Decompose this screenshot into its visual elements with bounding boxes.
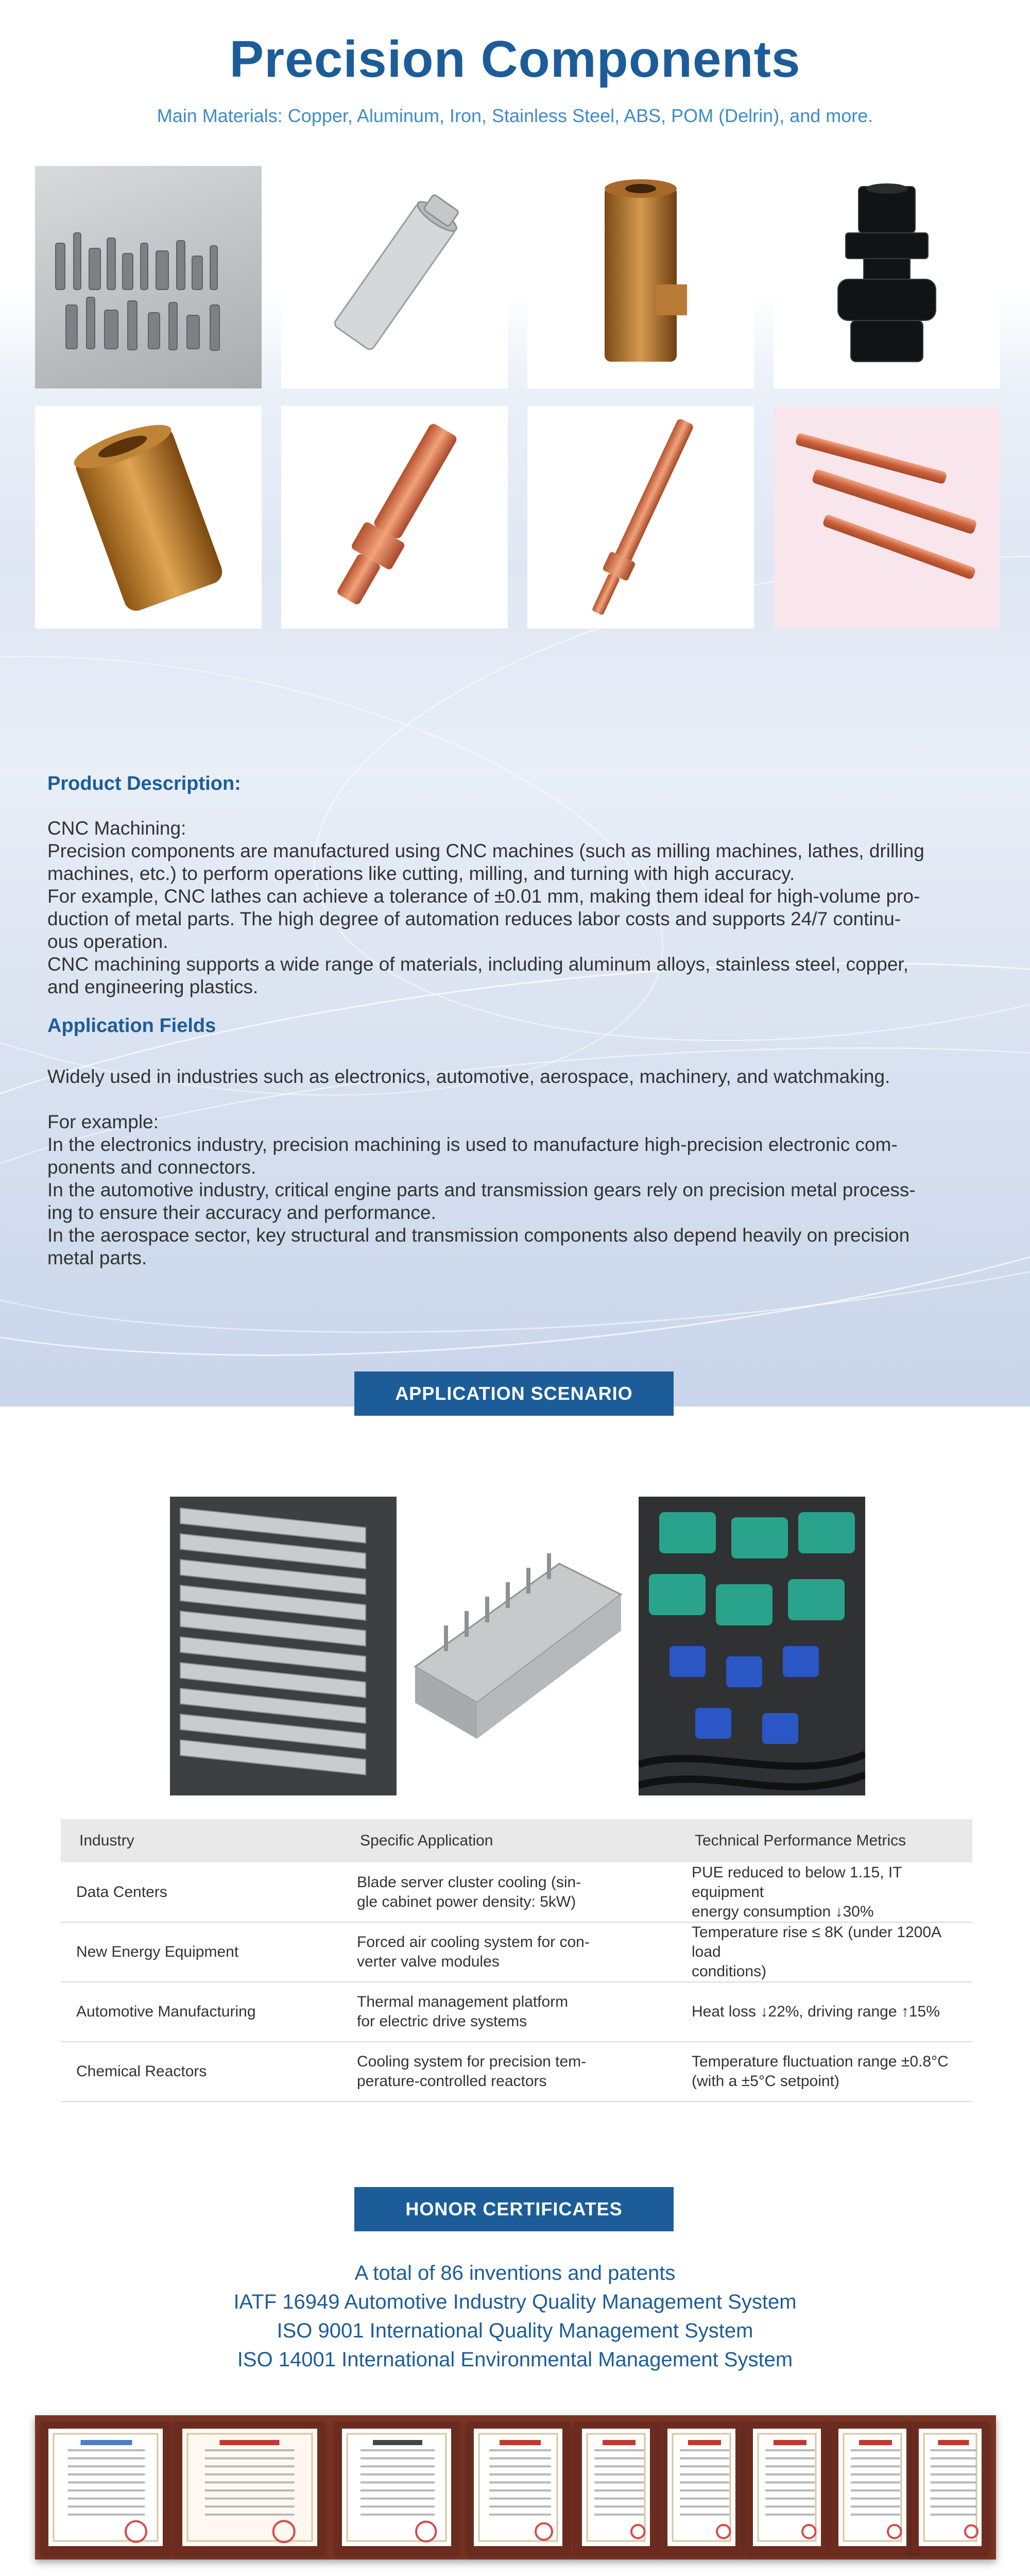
certificate-frame <box>746 2421 828 2553</box>
description-line: ous operation. <box>47 931 168 952</box>
description-line: CNC Machining: <box>47 818 186 839</box>
table-cell: Temperature fluctuation range ±0.8°C (with a ±5°C setpoint) <box>676 2042 972 2102</box>
description-line: For example, CNC lathes can achieve a tolerance of ±0.01 mm, making them ideal for high-volume pro- <box>47 886 920 907</box>
description-line: duction of metal parts. The high degree of automation reduces labor costs and supports 24/7 continu- <box>47 908 901 929</box>
table-cell: Data Centers <box>61 1862 341 1922</box>
table-cell: Forced air cooling system for con- verter valve modules <box>341 1922 676 1982</box>
description-line: Precision components are manufactured using CNC machines (such as milling machines, lathes, drilling <box>47 840 924 861</box>
honor-line: IATF 16949 Automotive Industry Quality Management System <box>233 2291 797 2313</box>
description-line: CNC machining supports a wide range of materials, including aluminum alloys, stainless steel, copper, <box>47 954 908 975</box>
scenario-photo-heatsink-fins <box>170 1497 397 1795</box>
certificate-frame <box>831 2421 914 2553</box>
table-header-cell: Specific Application <box>341 1819 676 1862</box>
certificate-document <box>667 2429 735 2546</box>
table-cell: Cooling system for precision tem- perature-controlled reactors <box>341 2042 676 2102</box>
table-header-cell: Industry <box>61 1819 341 1862</box>
table-cell: Chemical Reactors <box>61 2042 341 2102</box>
certificate-document <box>838 2429 906 2546</box>
table-row <box>61 1982 972 2042</box>
product-photo-knurled-insert <box>35 406 262 629</box>
fields-line: ponents and connectors. <box>47 1157 256 1178</box>
fields-line <box>47 1088 954 1111</box>
page-title: Precision Components <box>229 30 801 88</box>
certificate-frame <box>335 2421 458 2553</box>
fields-line: In the automotive industry, critical engine parts and transmission gears rely on precision metal process- <box>47 1179 916 1200</box>
table-cell: Heat loss ↓22%, driving range ↑15% <box>676 1982 972 2042</box>
product-photo-copper-contacts <box>774 406 1000 629</box>
table-cell: Temperature rise ≤ 8K (under 1200A load conditions) <box>676 1922 972 1982</box>
certificate-frame <box>467 2421 570 2553</box>
table-header-cell: Technical Performance Metrics <box>676 1819 972 1862</box>
materials-subtitle: Main Materials: Copper, Aluminum, Iron, Stainless Steel, ABS, POM (Delrin), and more. <box>157 105 873 126</box>
table-cell: New Energy Equipment <box>61 1922 341 1982</box>
application-fields-heading: Application Fields <box>47 1015 216 1037</box>
certificate-document <box>342 2429 451 2546</box>
product-photo-black-fitting <box>774 166 1000 388</box>
product-photo-copper-pin-large <box>281 406 508 629</box>
application-scenario-banner: APPLICATION SCENARIO <box>354 1371 674 1416</box>
table-cell: PUE reduced to below 1.15, IT equipment energy consumption ↓30% <box>676 1862 972 1922</box>
certificate-document <box>182 2429 317 2546</box>
fields-line: In the electronics industry, precision machining is used to manufacture high-precision electronic com- <box>47 1134 898 1155</box>
fields-line: Widely used in industries such as electronics, automotive, aerospace, machinery, and watchmaking. <box>47 1066 890 1087</box>
scenario-photo-terminal-block <box>405 1497 631 1795</box>
fields-line: In the aerospace sector, key structural and transmission components also depend heavily on precision <box>47 1225 910 1246</box>
description-line: machines, etc.) to perform operations like cutting, milling, and turning with high accuracy. <box>47 863 795 884</box>
table-cell: Blade server cluster cooling (sin- gle cabinet power density: 5kW) <box>341 1862 676 1922</box>
product-photo-silver-sleeve <box>281 166 508 388</box>
certificate-frame <box>912 2421 989 2553</box>
certificate-frame <box>575 2421 657 2553</box>
product-photo-aluminum-parts <box>35 166 262 388</box>
certificate-document <box>753 2429 821 2546</box>
product-description-text <box>47 817 954 998</box>
certificate-document <box>48 2429 163 2546</box>
application-fields-text <box>47 1065 954 1269</box>
fields-line: For example: <box>47 1111 159 1132</box>
honor-line: A total of 86 inventions and patents <box>354 2262 676 2284</box>
honor-line: ISO 14001 International Environmental Management System <box>237 2348 793 2371</box>
honor-line: ISO 9001 International Quality Management System <box>277 2319 753 2342</box>
table-cell: Automotive Manufacturing <box>61 1982 341 2042</box>
table-cell: Thermal management platform for electric drive systems <box>341 1982 676 2042</box>
application-table <box>61 1819 972 2102</box>
product-photo-brass-bushing <box>527 166 754 388</box>
product-description-heading: Product Description: <box>47 773 241 794</box>
certificate-frame <box>660 2421 743 2553</box>
certificate-document <box>474 2429 562 2546</box>
description-line: and engineering plastics. <box>47 976 259 997</box>
honor-certificates-banner: HONOR CERTIFICATES <box>354 2187 674 2231</box>
table-row <box>61 2042 972 2102</box>
fields-line: ing to ensure their accuracy and performance. <box>47 1202 436 1223</box>
certificate-document <box>919 2429 982 2546</box>
scenario-photo-connectors <box>639 1497 865 1795</box>
product-photo-copper-pin-slim <box>527 406 754 629</box>
certificate-document <box>582 2429 650 2546</box>
fields-line: metal parts. <box>47 1247 147 1268</box>
table-row <box>61 1862 972 1922</box>
certificate-frame <box>175 2421 324 2553</box>
certificate-frame <box>41 2421 170 2553</box>
table-header-row <box>61 1819 972 1862</box>
table-row <box>61 1922 972 1982</box>
